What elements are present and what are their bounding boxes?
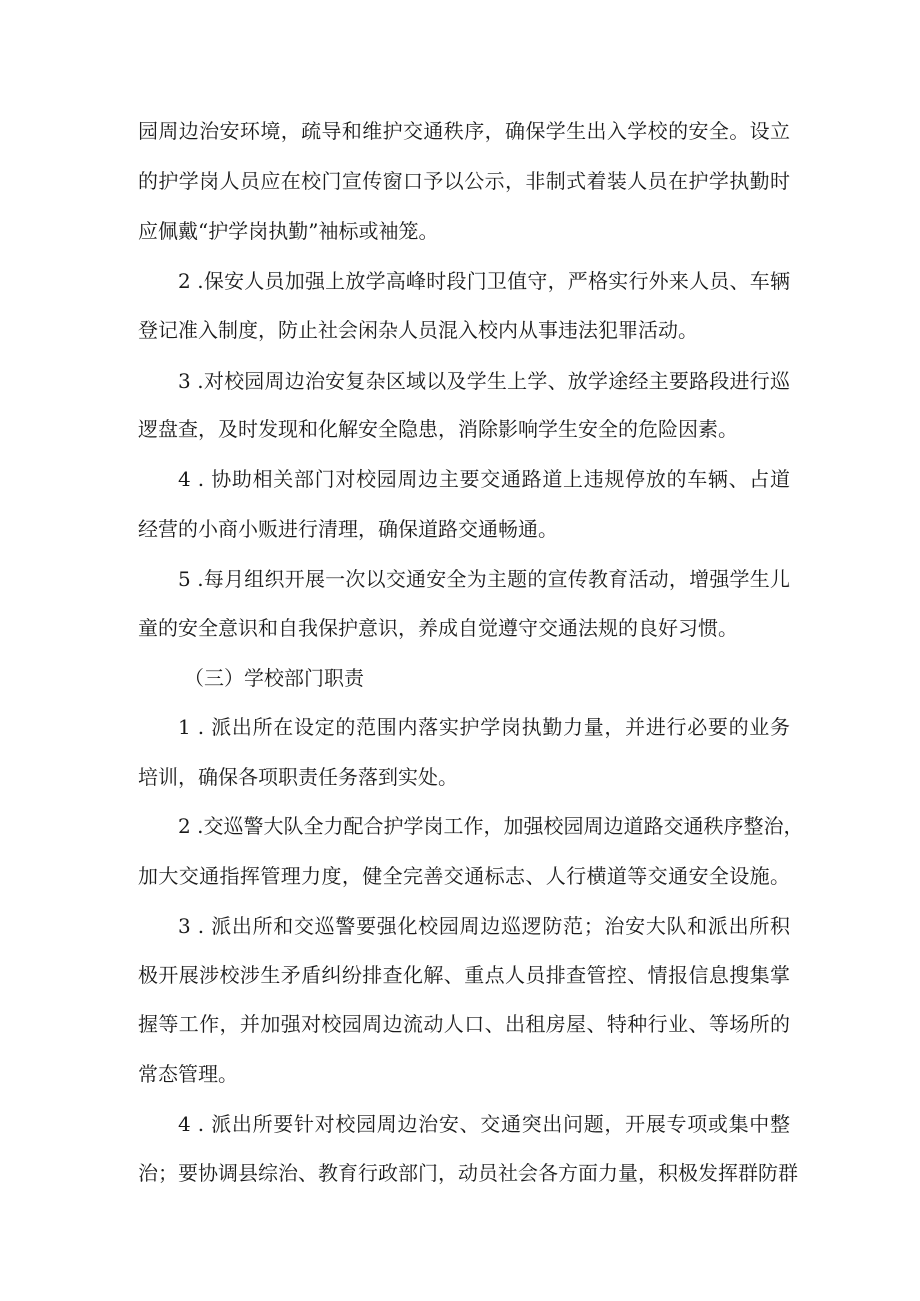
text-line: 逻盘查，及时发现和化解安全隐患，消除影响学生安全的危险因素。 xyxy=(138,417,738,441)
text-line: 极开展涉校涉生矛盾纠纷排查化解、重点人员排查管控、情报信息搜集掌 xyxy=(138,963,790,987)
text-line: 常态管理。 xyxy=(138,1062,238,1086)
list-item-line: 5 .每月组织开展一次以交通安全为主题的宣传教育活动，增强学生儿 xyxy=(178,567,790,591)
text-line: 登记准入制度，防止社会闲杂人员混入校内从事违法犯罪活动。 xyxy=(138,318,698,342)
text-line: 治；要协调县综治、教育行政部门，动员社会各方面力量，积极发挥群防群 xyxy=(138,1161,798,1185)
list-item-line: 1 . 派出所在设定的范围内落实护学岗执勤力量，并进行必要的业务 xyxy=(178,715,790,739)
text-line: 童的安全意识和自我保护意识，养成自觉遵守交通法规的良好习惯。 xyxy=(138,616,738,640)
list-item-line: 3 . 派出所和交巡警要强化校园周边巡逻防范；治安大队和派出所积 xyxy=(178,914,790,938)
section-heading: （三）学校部门职责 xyxy=(184,666,364,690)
list-item-line: 4 . 协助相关部门对校园周边主要交通路道上违规停放的车辆、占道 xyxy=(178,467,790,491)
list-item-line: 2 .交巡警大队全力配合护学岗工作，加强校园周边道路交通秩序整治， xyxy=(178,814,804,838)
text-line: 握等工作，并加强对校园周边流动人口、出租房屋、特种行业、等场所的 xyxy=(138,1012,790,1036)
text-line: 经营的小商小贩进行清理，确保道路交通畅通。 xyxy=(138,517,558,541)
text-line: 加大交通指挥管理力度，健全完善交通标志、人行横道等交通安全设施。 xyxy=(138,864,790,888)
list-item-line: 2 .保安人员加强上放学高峰时段门卫值守，严格实行外来人员、车辆 xyxy=(178,269,790,293)
text-line: 的护学岗人员应在校门宣传窗口予以公示，非制式着装人员在护学执勤时 xyxy=(138,169,790,193)
list-item-line: 3 .对校园周边治安复杂区域以及学生上学、放学途经主要路段进行巡 xyxy=(178,369,790,393)
list-item-line: 4 . 派出所要针对校园周边治安、交通突出问题，开展专项或集中整 xyxy=(178,1112,790,1136)
text-line: 应佩戴“护学岗执勤”袖标或袖笼。 xyxy=(138,219,439,243)
text-line: 培训，确保各项职责任务落到实处。 xyxy=(138,765,458,789)
text-line: 园周边治安环境，疏导和维护交通秩序，确保学生出入学校的安全。设立 xyxy=(138,119,790,143)
